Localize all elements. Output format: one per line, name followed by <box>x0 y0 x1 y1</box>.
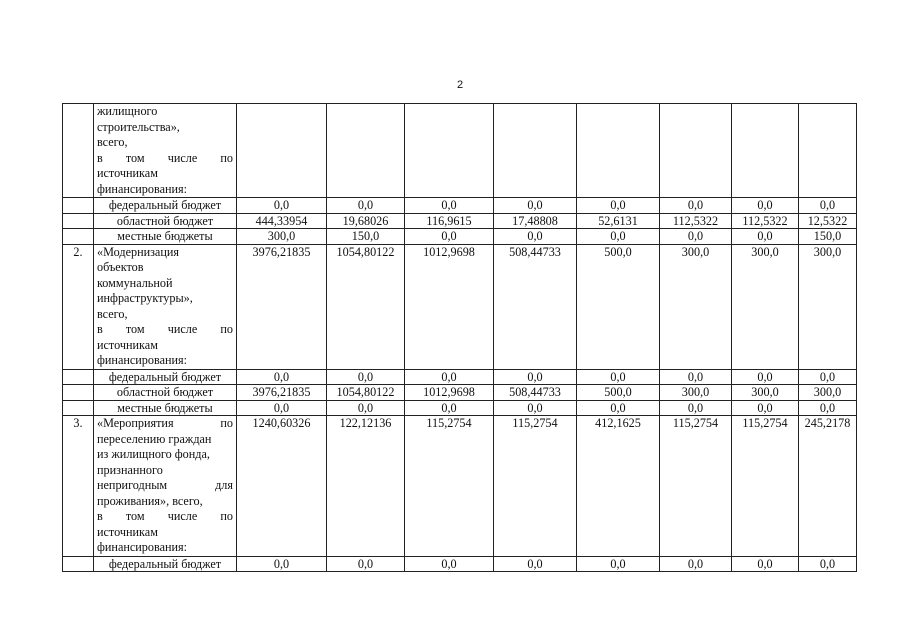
value-cell: 0,0 <box>494 229 577 245</box>
table-row <box>63 369 857 385</box>
value-cell: 0,0 <box>405 229 494 245</box>
value-cell: 0,0 <box>799 400 857 416</box>
value-cell: 0,0 <box>237 198 327 214</box>
value-cell: 115,2754 <box>494 416 577 557</box>
value-cell: 150,0 <box>327 229 405 245</box>
value-cell: 116,9615 <box>405 213 494 229</box>
value-cell: 1054,80122 <box>327 244 405 369</box>
value-cell: 0,0 <box>494 400 577 416</box>
value-cell: 122,12136 <box>327 416 405 557</box>
value-cell: 0,0 <box>732 229 799 245</box>
value-cell: 0,0 <box>405 400 494 416</box>
value-cell: 300,0 <box>732 244 799 369</box>
value-cell: 0,0 <box>237 369 327 385</box>
page-number: 2 <box>456 79 464 91</box>
value-cell: 300,0 <box>660 385 732 401</box>
value-cell: 3976,21835 <box>237 385 327 401</box>
value-cell: 0,0 <box>237 400 327 416</box>
value-cell: 300,0 <box>799 244 857 369</box>
value-cell: 0,0 <box>577 229 660 245</box>
value-cell <box>494 104 577 198</box>
table-row <box>63 229 857 245</box>
table-row <box>63 213 857 229</box>
table-row <box>63 556 857 572</box>
item-name: жилищного строительства», всего, в том числе по источникам финансирования: <box>94 104 237 198</box>
value-cell: 0,0 <box>577 369 660 385</box>
value-cell: 0,0 <box>327 556 405 572</box>
value-cell: 508,44733 <box>494 244 577 369</box>
value-cell: 0,0 <box>799 369 857 385</box>
value-cell: 115,2754 <box>660 416 732 557</box>
value-cell <box>327 104 405 198</box>
value-cell: 1054,80122 <box>327 385 405 401</box>
value-cell: 0,0 <box>732 556 799 572</box>
value-cell: 0,0 <box>494 369 577 385</box>
value-cell: 245,2178 <box>799 416 857 557</box>
value-cell: 300,0 <box>732 385 799 401</box>
value-cell: 0,0 <box>732 198 799 214</box>
value-cell: 444,33954 <box>237 213 327 229</box>
value-cell: 0,0 <box>327 400 405 416</box>
table-row <box>63 400 857 416</box>
table-row <box>63 416 857 557</box>
value-cell: 0,0 <box>660 229 732 245</box>
value-cell: 0,0 <box>799 556 857 572</box>
value-cell: 300,0 <box>660 244 732 369</box>
value-cell: 300,0 <box>799 385 857 401</box>
value-cell: 112,5322 <box>660 213 732 229</box>
value-cell: 112,5322 <box>732 213 799 229</box>
value-cell <box>237 104 327 198</box>
budget-table <box>62 103 857 572</box>
table-row <box>63 244 857 369</box>
source-label: областной бюджет <box>94 385 237 401</box>
value-cell: 500,0 <box>577 385 660 401</box>
value-cell: 0,0 <box>660 198 732 214</box>
value-cell: 1012,9698 <box>405 385 494 401</box>
value-cell <box>799 104 857 198</box>
value-cell: 0,0 <box>494 556 577 572</box>
value-cell: 1240,60326 <box>237 416 327 557</box>
item-name: «Модернизация объектов коммунальной инфраструктуры», всего, в том числе по источникам финансирования: <box>94 244 237 369</box>
value-cell: 0,0 <box>237 556 327 572</box>
value-cell: 1012,9698 <box>405 244 494 369</box>
value-cell: 300,0 <box>237 229 327 245</box>
value-cell: 0,0 <box>660 400 732 416</box>
value-cell: 0,0 <box>577 198 660 214</box>
table-row <box>63 198 857 214</box>
value-cell: 0,0 <box>494 198 577 214</box>
value-cell: 0,0 <box>327 198 405 214</box>
value-cell: 52,6131 <box>577 213 660 229</box>
value-cell: 0,0 <box>660 556 732 572</box>
value-cell: 0,0 <box>327 369 405 385</box>
value-cell: 0,0 <box>732 400 799 416</box>
value-cell: 0,0 <box>577 556 660 572</box>
value-cell <box>660 104 732 198</box>
table-row <box>63 104 857 198</box>
value-cell: 0,0 <box>799 198 857 214</box>
value-cell: 0,0 <box>732 369 799 385</box>
value-cell: 115,2754 <box>405 416 494 557</box>
value-cell <box>577 104 660 198</box>
value-cell: 115,2754 <box>732 416 799 557</box>
value-cell: 19,68026 <box>327 213 405 229</box>
value-cell: 12,5322 <box>799 213 857 229</box>
value-cell: 508,44733 <box>494 385 577 401</box>
table-row <box>63 385 857 401</box>
value-cell: 3976,21835 <box>237 244 327 369</box>
item-name: «Мероприятия по переселению граждан из жилищного фонда, признанного непригодным для проживания», всего, в том числе по источникам финансирования: <box>94 416 237 557</box>
value-cell <box>405 104 494 198</box>
value-cell: 412,1625 <box>577 416 660 557</box>
source-label: местные бюджеты <box>94 400 237 416</box>
source-label: местные бюджеты <box>94 229 237 245</box>
row-number <box>63 104 94 198</box>
value-cell: 150,0 <box>799 229 857 245</box>
row-number: 3. <box>63 416 94 557</box>
value-cell: 17,48808 <box>494 213 577 229</box>
value-cell <box>732 104 799 198</box>
value-cell: 0,0 <box>577 400 660 416</box>
source-label: федеральный бюджет <box>94 369 237 385</box>
source-label: федеральный бюджет <box>94 556 237 572</box>
value-cell: 0,0 <box>405 556 494 572</box>
value-cell: 0,0 <box>405 198 494 214</box>
value-cell: 0,0 <box>660 369 732 385</box>
value-cell: 0,0 <box>405 369 494 385</box>
source-label: федеральный бюджет <box>94 198 237 214</box>
row-number: 2. <box>63 244 94 369</box>
value-cell: 500,0 <box>577 244 660 369</box>
source-label: областной бюджет <box>94 213 237 229</box>
